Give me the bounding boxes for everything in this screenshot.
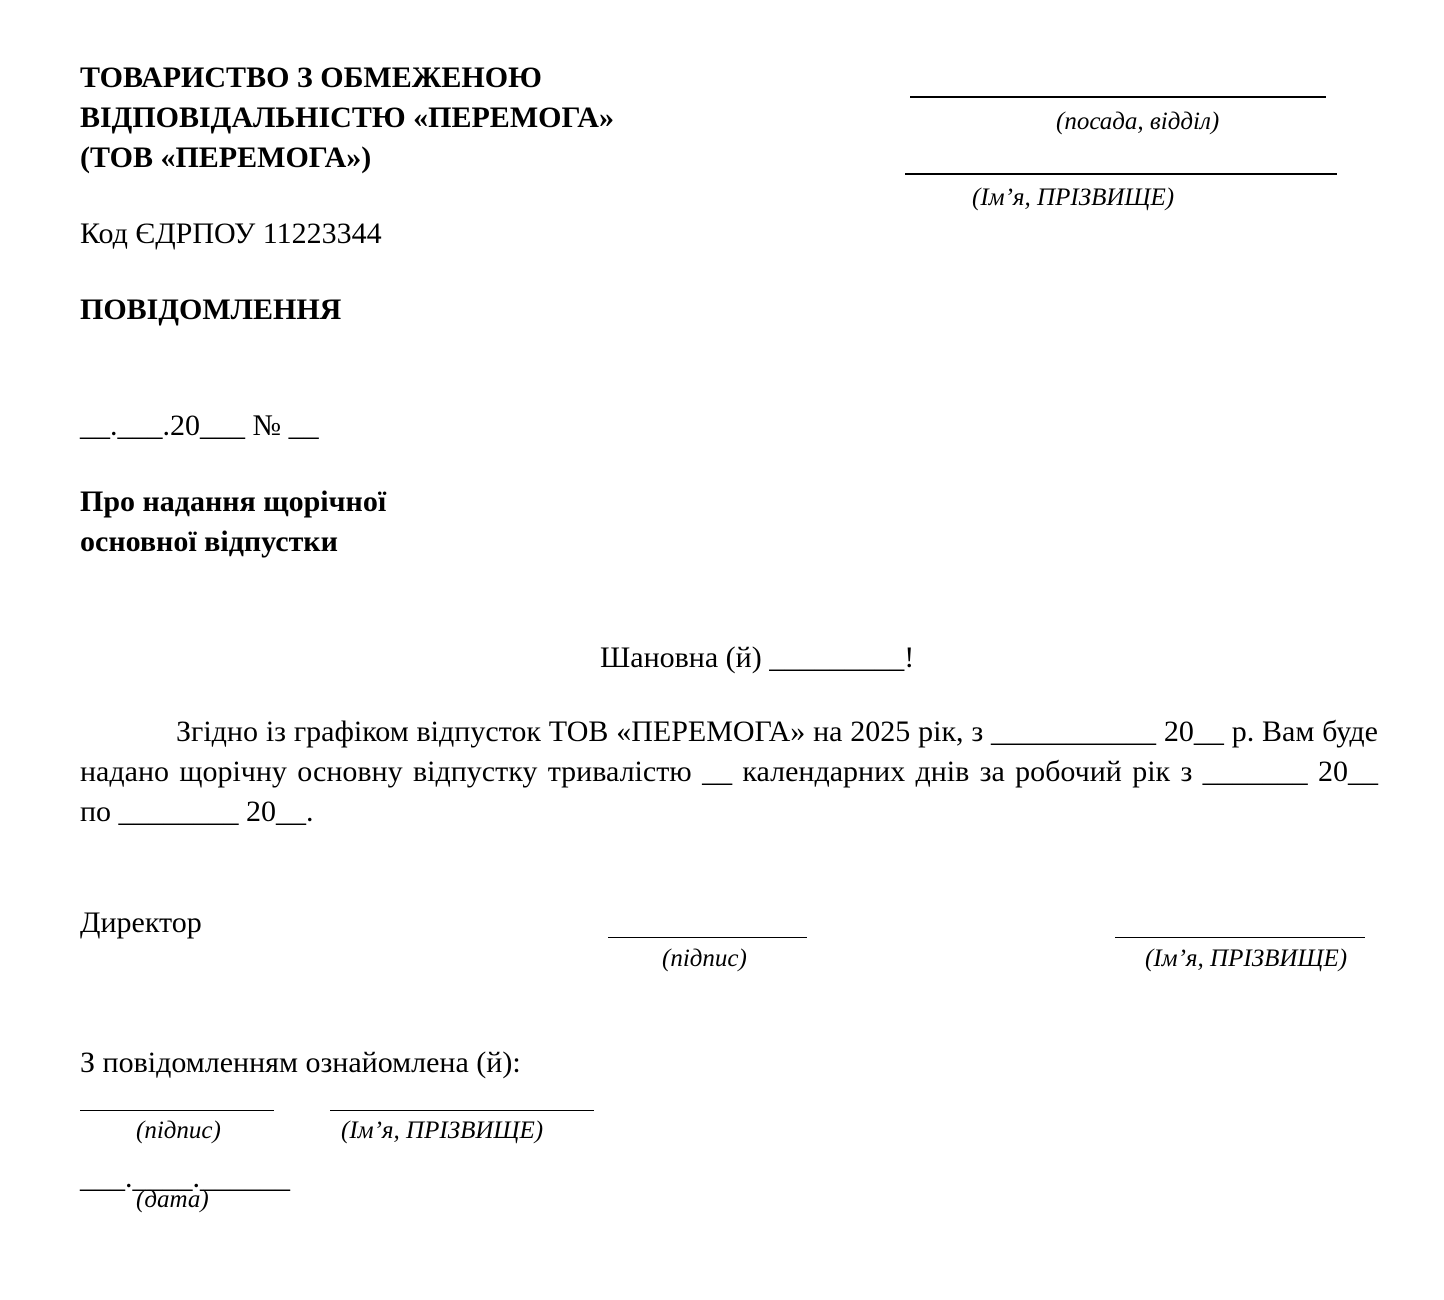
document-subject-line-1: Про надання щорічної (80, 485, 387, 518)
organization-name-line-3: (ТОВ «ПЕРЕМОГА») (80, 141, 372, 174)
director-signature-blank-line (608, 937, 807, 938)
document-date-number: __.___.20___ № __ (80, 409, 319, 442)
document-subject (80, 482, 386, 562)
acknowledgement-date-caption: (дата) (136, 1186, 209, 1213)
addressee-name-caption: (Ім’я, ПРІЗВИЩЕ) (972, 184, 1175, 211)
addressee-position-blank-line (910, 96, 1326, 98)
addressee-name-blank-line (905, 173, 1337, 175)
edrpou-code: Код ЄДРПОУ 11223344 (80, 217, 382, 250)
organization-name-line-1: ТОВАРИСТВО З ОБМЕЖЕНОЮ (80, 61, 542, 94)
acknowledgement-signature-blank-line (80, 1110, 274, 1111)
salutation: Шановна (й) _________! (600, 641, 915, 674)
organization-name-line-2: ВІДПОВІДАЛЬНІСТЮ «ПЕРЕМОГА» (80, 101, 614, 134)
organization-name (80, 58, 614, 178)
document-subject-line-2: основної відпустки (80, 525, 338, 558)
addressee-position-caption: (посада, відділ) (1056, 108, 1220, 135)
acknowledgement-name-caption: (Ім’я, ПРІЗВИЩЕ) (341, 1117, 544, 1144)
director-title: Директор (80, 906, 202, 939)
document-type-heading: ПОВІДОМЛЕННЯ (80, 293, 342, 326)
acknowledgement-signature-caption: (підпис) (136, 1117, 221, 1144)
director-signature-caption: (підпис) (662, 945, 747, 972)
acknowledgement-date-blank: ___.____.______ (80, 1161, 290, 1194)
acknowledgement-name-blank-line (330, 1110, 594, 1111)
director-name-caption: (Ім’я, ПРІЗВИЩЕ) (1145, 945, 1348, 972)
acknowledgement-title: З повідомленням ознайомлена (й): (80, 1046, 521, 1079)
body-paragraph: Згідно із графіком відпусток ТОВ «ПЕРЕМОГА» на 2025 рік, з ___________ 20__ р. Вам буде надано щорічну основну відпустку тривалістю __ календарних днів за робочий рік з _______ 20__ по ________ 20__. (80, 715, 1378, 828)
director-name-blank-line (1115, 937, 1365, 938)
